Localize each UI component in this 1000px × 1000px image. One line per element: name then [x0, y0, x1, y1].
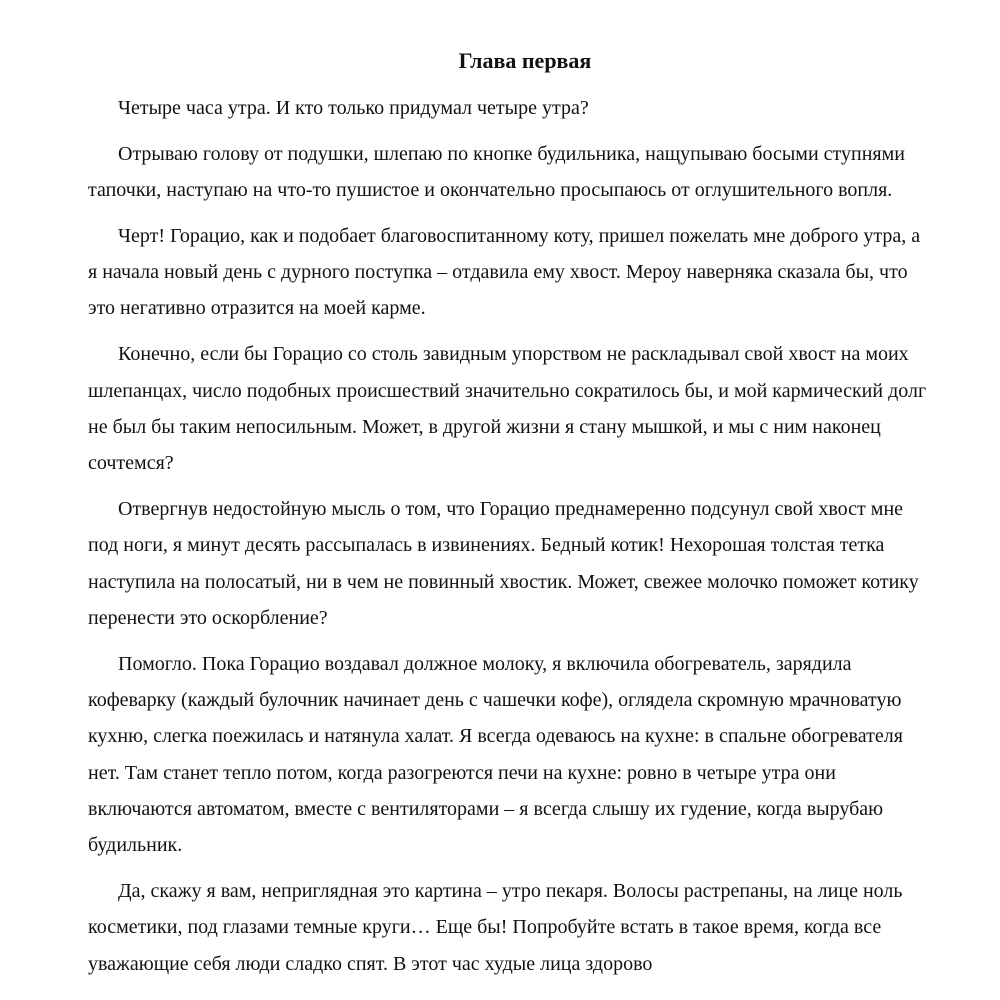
paragraph-6: Помогло. Пока Горацио воздавал должное молоку, я включила обогреватель, зарядила кофеварку (каждый булочник начинает день с чашечки кофе), оглядела скромную мрачноватую кухню, слегка поежилась и натянула халат. Я всегда одеваюсь на кухне: в спальне обогревателя нет. Там станет тепло потом, когда разогреются печи на кухне: ровно в четыре утра они включаются автоматом, вместе с вентиляторами – я всегда слышу их гудение, когда вырубаю будильник. [88, 652, 903, 857]
paragraph-1: Четыре часа утра. И кто только придумал четыре утра? [118, 97, 589, 119]
chapter-body [88, 90, 928, 982]
chapter-title: Глава первая [458, 48, 592, 73]
paragraph-2: Отрываю голову от подушки, шлепаю по кнопке будильника, нащупываю босыми ступнями тапочки, наступаю на что-то пушистое и окончательно просыпаюсь от оглушительного вопля. [88, 142, 905, 202]
paragraph-4: Конечно, если бы Горацио со столь завидным упорством не раскладывал свой хвост на моих шлепанцах, число подобных происшествий значительно сократилось бы, и мой кармический долг не был бы таким непосильным. Может, в другой жизни я стану мышкой, и мы с ним наконец сочтемся? [88, 343, 927, 475]
paragraph-5: Отвергнув недостойную мысль о том, что Горацио преднамеренно подсунул свой хвост мне под ноги, я минут десять рассыпалась в извинениях. Бедный котик! Нехорошая толстая тетка наступила на полосатый, ни в чем не повинный хвостик. Может, свежее молочко поможет котику перенести это оскорбление? [88, 497, 919, 629]
paragraph-3: Черт! Горацио, как и подобает благовоспитанному коту, пришел пожелать мне доброго утра, а я начала новый день с дурного поступка – отдавила ему хвост. Мероу наверняка сказала бы, что это негативно отразится на моей карме. [88, 224, 921, 320]
paragraph-7: Да, скажу я вам, неприглядная это картина – утро пекаря. Волосы растрепаны, на лице ноль косметики, под глазами темные круги… Еще бы! Попробуйте встать в такое время, когда все уважающие себя люди сладко спят. В этот час худые лица здорово [88, 879, 903, 975]
